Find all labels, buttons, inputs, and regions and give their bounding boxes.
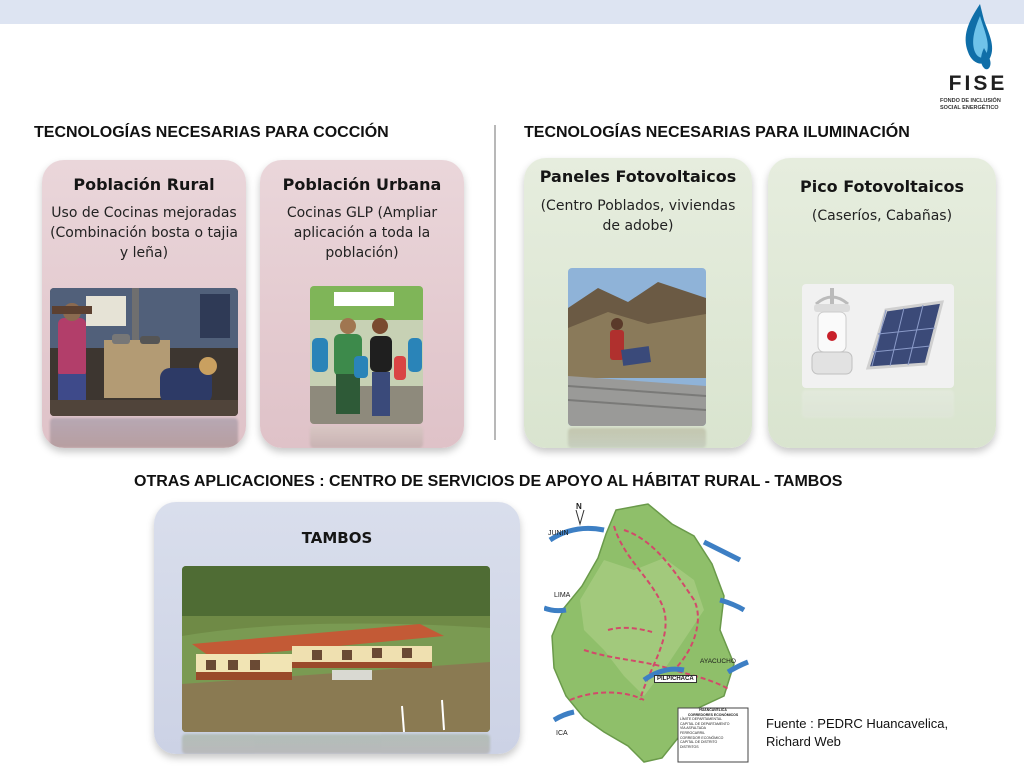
map-label-ayacucho: AYACUCHO xyxy=(700,658,736,665)
map-legend-subtitle: CORREDORES ECONÓMICOS xyxy=(687,712,739,717)
card-tambos xyxy=(154,502,520,754)
map-label-junin: JUNIN xyxy=(548,530,569,537)
logo-name: FISE xyxy=(948,72,1008,95)
card-text: Cocinas GLP (Ampliar aplicación a toda la población) xyxy=(286,205,438,261)
improved-stove-photo xyxy=(50,288,238,416)
card-title: Pico Fotovoltaicos xyxy=(799,177,964,196)
huancavelica-map xyxy=(544,500,750,764)
legend-item: FERROCARRIL xyxy=(680,730,706,735)
source-note xyxy=(766,715,948,751)
photo-reflection xyxy=(802,390,954,418)
section-divider xyxy=(494,125,496,440)
photo-reflection xyxy=(568,428,706,448)
tambo-building-photo xyxy=(182,566,490,732)
photo-reflection xyxy=(182,734,490,754)
heading-coccion: TECNOLOGÍAS NECESARIAS PARA COCCIÓN xyxy=(34,124,389,141)
heading-otras-aplicaciones: OTRAS APLICACIONES : CENTRO DE SERVICIOS DE APOYO AL HÁBITAT RURAL - TAMBOS xyxy=(134,473,843,490)
card-title: Población Urbana xyxy=(282,175,442,194)
card-title: Población Rural xyxy=(73,175,215,194)
source-line-2: Richard Web xyxy=(766,734,841,749)
legend-item: LÍMITE DEPARTAMENTAL xyxy=(680,717,723,722)
legend-item: VÍA ASFALTADA xyxy=(680,726,706,731)
card-text: (Centro Poblados, viviendas de adobe) xyxy=(540,198,736,234)
card-title: Paneles Fotovoltaicos xyxy=(539,167,737,186)
legend-item: CORREDOR ECONÓMICO xyxy=(680,735,724,740)
flame-icon xyxy=(958,2,998,76)
heading-iluminacion: TECNOLOGÍAS NECESARIAS PARA ILUMINACIÓN xyxy=(524,124,910,141)
map-legend-title: HUANCAVELICA xyxy=(699,708,727,712)
card-poblacion-rural xyxy=(42,160,246,448)
legend-item: DISTRITOS xyxy=(680,744,699,749)
legend-item: CAPITAL DE DISTRITO xyxy=(680,740,718,745)
photo-reflection xyxy=(310,426,423,448)
photo-reflection xyxy=(50,418,238,448)
source-line-1: Fuente : PEDRC Huancavelica, xyxy=(766,716,949,731)
solar-panel-roof-photo xyxy=(568,268,706,426)
map-legend xyxy=(680,708,746,749)
solar-lantern-photo xyxy=(802,284,954,388)
top-band xyxy=(0,0,1024,24)
card-pico-fotovoltaicos xyxy=(768,158,996,448)
card-title: TAMBOS xyxy=(301,529,373,547)
lpg-delivery-photo xyxy=(310,286,423,424)
fise-logo xyxy=(936,2,1022,114)
map-north-label: N xyxy=(576,502,582,511)
card-paneles-fotovoltaicos xyxy=(524,158,752,448)
card-poblacion-urbana xyxy=(260,160,464,448)
legend-item: CAPITAL DE DEPARTAMENTO xyxy=(680,721,730,726)
map-label-lima: LIMA xyxy=(554,592,571,599)
card-text: (Caseríos, Cabañas) xyxy=(811,208,953,224)
logo-subtitle: FONDO DE INCLUSIÓN SOCIAL ENERGÉTICO xyxy=(940,98,1001,111)
map-label-ica: ICA xyxy=(556,730,568,737)
card-text: Uso de Cocinas mejoradas (Combinación bosta o tajia y leña) xyxy=(50,205,238,261)
map-label-pilpichaca: PILPICHACA xyxy=(654,675,697,683)
